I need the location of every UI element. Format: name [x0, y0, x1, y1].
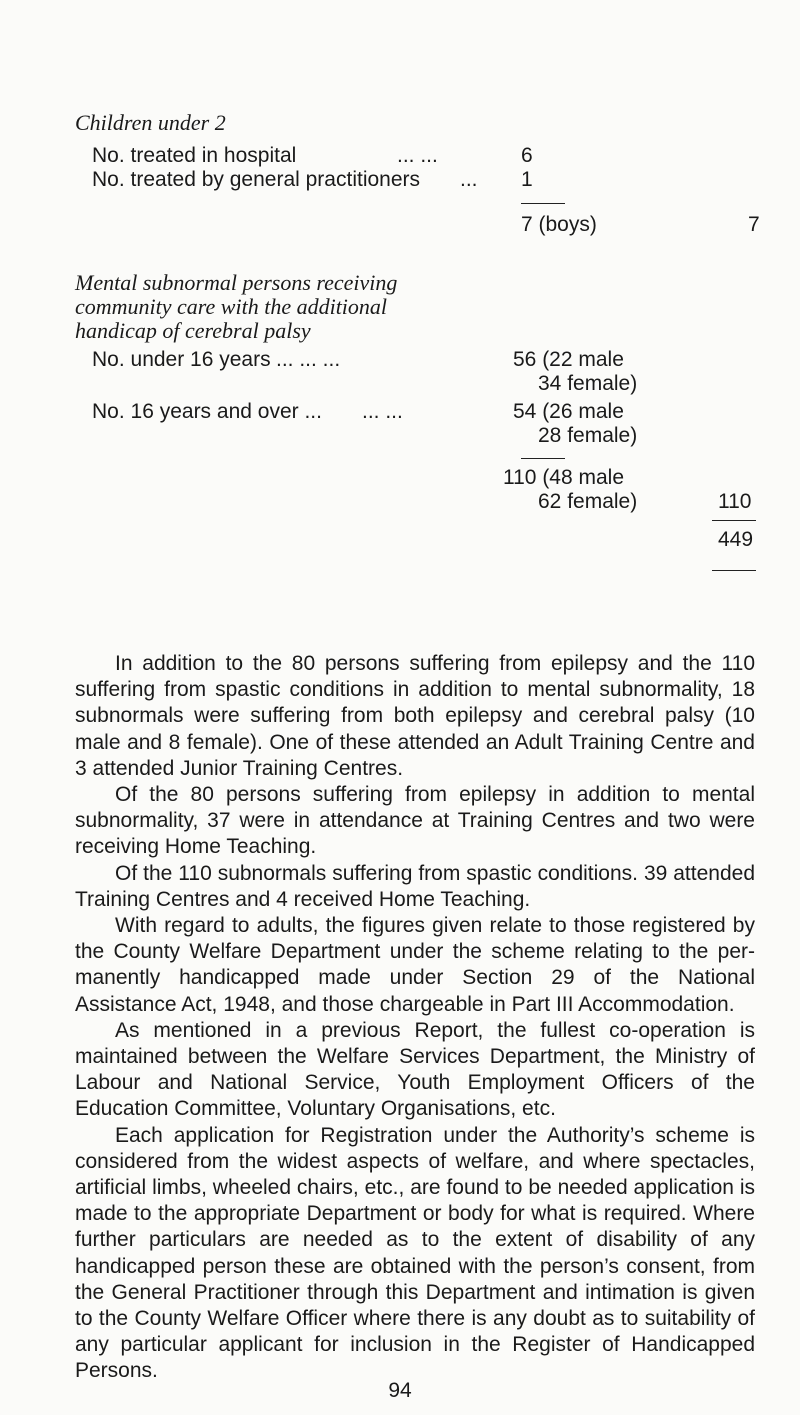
paragraph: Of the 80 persons suffering from epilepsy in addition to mental subnormality, 37 were in attendance at Training Centres and two were receiving Home Teaching.	[75, 783, 755, 859]
page-number: 94	[388, 1379, 412, 1402]
row-under-16-value: 56 (22 male	[513, 348, 624, 371]
row-treated-hospital-dots: ... ...	[397, 144, 438, 167]
section2-total: 110 (48 male	[503, 466, 625, 489]
section2-heading-line2: community care with the additional	[75, 294, 388, 319]
section2-total2: 62 female)	[538, 490, 638, 513]
section2-total-right: 110	[718, 490, 752, 513]
grand-total-rule	[712, 520, 756, 521]
row-16-over-dots: ... ...	[362, 400, 403, 423]
section1-total: 7 (boys)	[521, 213, 597, 236]
grand-total: 449	[718, 528, 754, 551]
row-treated-gp-dots: ...	[460, 168, 478, 191]
subtotal-rule	[521, 203, 565, 204]
paragraph: As mentioned in a previous Report, the fullest co-operation is maintained between the Welfare Services Department, the Ministry of Labour and National Service, Youth Employment Officers of the Education Committee, Voluntary Organisations, etc.	[75, 1018, 755, 1121]
row-under-16-dots: ... ... ...	[276, 348, 341, 371]
section2-heading-line3: handicap of cerebral palsy	[75, 318, 311, 343]
section2-heading-line1: Mental subnormal persons receiving	[75, 270, 398, 295]
paragraph: Of the 110 subnormals suffering from spastic conditions. 39 attended Training Centres and 4 received Home Teaching.	[75, 861, 755, 911]
row-treated-gp-value: 1	[521, 168, 533, 191]
row-16-over-value2: 28 female)	[538, 424, 638, 447]
paragraph: Each application for Registration under the Authority’s scheme is considered from the widest aspects of welfare, and where spectacles, artificial limbs, wheeled chairs, etc., are found to be needed application is made to the appropriate Department or body for what is required. Where further particulars are needed as to the extent of disability of any handicapped person these are obtained with the person’s consent, from the General Practitioner through this Department and intimation is given to the County Welfare Officer where there is any doubt as to suitability of any particular applicant for inclusion in the Register of Handicapped Persons.	[75, 1123, 755, 1383]
row-under-16-value2: 34 female)	[538, 372, 638, 395]
section1-total-right: 7	[748, 213, 760, 236]
row-treated-hospital-value: 6	[521, 144, 533, 167]
row-under-16-label: No. under 16 years	[92, 348, 271, 371]
row-treated-gp-label: No. treated by general practitioners	[92, 168, 421, 191]
paragraph: In addition to the 80 persons suffering from epilepsy and the 110 suffering from spastic conditions in addition to mental subnormality, 18 subnormals were suffering from both epilepsy and cerebral palsy (10 male and 8 female). One of these attended an Adult Training Centre and 3 attended Junior Training Centres.	[75, 652, 755, 780]
row-16-over-value: 54 (26 male	[513, 400, 624, 423]
paragraph: With regard to adults, the figures given relate to those registered by the County Welfare Department under the scheme relating to the per-manently handicapped made under Section 29 of the National Assistance Act, 1948, and those chargeable in Part III Accommodation.	[75, 914, 755, 1016]
section1-heading: Children under 2	[75, 110, 226, 135]
row-16-over-label: No. 16 years and over ...	[92, 400, 322, 423]
body-text	[75, 651, 755, 1385]
grand-total-underline	[712, 570, 756, 571]
subtotal-rule-2	[521, 458, 565, 459]
row-treated-hospital-label: No. treated in hospital	[92, 144, 297, 167]
